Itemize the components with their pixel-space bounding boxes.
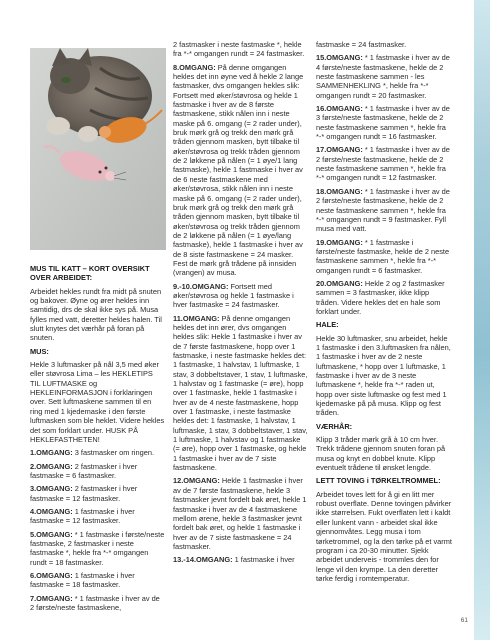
cat-with-knitted-mice-photo bbox=[30, 48, 166, 250]
round-label: 13.-14.OMGANG: bbox=[173, 555, 233, 565]
paragraph: Hekle 30 luftmasker, snu arbeidet, hekle 1 fastmaske i den 3.luftmasken fra nålen, 1 fastmaske i hver av de 2 neste luftmaskene, * hopp over 1 luftmaske, 1 fastmaske i hver av de 3 neste luftmaskene *, hekle fra *-* raden ut, hopp over siste luftmaske og fest med 1 kjedemaske på på musa. Klipp og fest tråden. bbox=[316, 333, 451, 418]
round-text: * 1 fastmaske i hver av de 2 første/neste fastmaskene, hekle de 2 neste fastmaskene sammen *, hekle fra *-* omgangen rundt = 12 fastmasker. bbox=[316, 145, 450, 183]
round-label: 3.OMGANG: bbox=[30, 484, 73, 494]
round-text: 2 fastmasker i hver fastmaske = 6 fastmasker. bbox=[30, 461, 138, 480]
round-text: * 1 fastmaske i hver av de 2 første/neste fastmaskene, bbox=[30, 593, 160, 612]
round-text: 2 fastmasker i hver fastmaske = 12 fastmasker. bbox=[30, 484, 138, 503]
round-text: * 1 fastmaske i første/neste fastmaske, 2 fastmasker i neste fastmaske *, hekle fra *-* omgangen rundt = 18 fastmasker. bbox=[30, 529, 165, 567]
round-label: 19.OMGANG: bbox=[316, 237, 363, 247]
section-heading: MUS TIL KATT – KORT OVERSIKT OVER ARBEIDET: bbox=[30, 264, 150, 283]
round-instruction bbox=[30, 448, 165, 457]
round-label: 17.OMGANG: bbox=[316, 145, 363, 155]
paragraph: 2 fastmasker i neste fastmaske *, hekle fra *-* omgangen rundt = 24 fastmasker. bbox=[173, 40, 305, 59]
round-instruction bbox=[173, 476, 308, 551]
round-text: * 1 fastmaske i første/neste fastmaske, hekle de 2 neste fastmaskene sammen *, hekle fra *-* omgangen rundt = 6 fastmasker. bbox=[316, 237, 450, 275]
round-text: 1 fastmaske i hver fastmaske = 18 fastmasker. bbox=[30, 570, 135, 590]
round-text: På denne omgangen hekles det inn øyne ved å hekle 2 lange fastmasker, dvs omgangen hekles slik: Fortsett med øker/støvrosa og hekle 1 fastmaske i hver av de 8 første fastmaskene, stikk nålen inn i neste maske på 6. omgang (= 2 rader under), bruk mørk grå og trekk den mørk grå tråden gjennom masken, bytt tilbake til øker/støvrosa og trekk tråden gjennom de 2 løkkene på nålen (= 1 øye/1 lang fastmaske), hekle 1 fastmaske i hver av de 6 neste fastmaskene med øker/støvrosa, stikk nålen inn i neste maske på 6. omgang (= 2 rader under), bruk mørk grå og trekk den mørk grå tråden gjennom masken, bytt tilbake til øker/støvrosa og trekk tråden gjennom de 2 løkkene på nålen (= 1 øye/lang fastmaske), hekle 1 fastmaske i hver av de 8 siste fastmaskene = 24 masker. Fest de mørk grå trådene på innsiden (vrangen) av musa. bbox=[173, 62, 304, 278]
round-instruction bbox=[316, 187, 453, 234]
paragraph: Hekle 3 luftmasker på nål 3,5 med øker eller støvrosa Lima – les HEKLETIPS TIL LUFTMASKE og HEKLEINFORMASJON i forklaringen over. Sett luftmaskene sammen til en ring med 1 kjedemaske i den første luftmasken som ble heklet. Videre hekles det som forklart under. HUSK PÅ HEKLEFASTHETEN! bbox=[30, 360, 165, 444]
round-label: 1.OMGANG: bbox=[30, 448, 73, 458]
round-instruction bbox=[316, 145, 453, 182]
round-instruction bbox=[30, 530, 165, 567]
round-instruction bbox=[316, 53, 453, 100]
round-text: * 1 fastmaske i hver av de 2 første/neste fastmaskene, hekle de 2 neste fastmaskene sammen *, hekle fra *-* omgangen rundt = 9 fastmasker. Fyll musa med vatt. bbox=[316, 186, 450, 234]
section-heading: MUS: bbox=[30, 346, 49, 356]
round-label: 15.OMGANG: bbox=[316, 53, 363, 63]
round-text: På denne omgangen hekles det inn ører, dvs omgangen hekles slik: Hekle 1 fastmaske i hver av de 7 første fastmaskene, hopp over 1 fastmaske, i neste fastmaske hekles det: 1 fastmaske, 1 halvstav, 1 luftmaske, 1 stav, 3 dobbeltstaver, 1 stav, 1 luftmaske, 1 halvstav og 1 fastmaske (= øre), hopp over 1 fastmaske, hekle 1 fastmaske i hver av de 4 neste fastmaskene, hopp over 1 fastmaske, i neste fastmaske hekles det: 1 fastmaske, 1 halvstav, 1 luftmaske, 1 stav, 3 dobbeltstaver, 1 stav, 1 luftmaske, 1 halvstav og 1 fastmaske (= øre), hopp over 1 fastmaske, og hekle 1 fastmaske i hver av de 7 siste fastmaskene. bbox=[173, 313, 308, 473]
round-label: 18.OMGANG: bbox=[316, 186, 363, 196]
round-label: 16.OMGANG: bbox=[316, 104, 363, 114]
round-text: Hekle 2 og 2 fastmasker sammen = 3 fastmasker, ikke klipp tråden. Videre hekles det en hale som forklart under. bbox=[316, 278, 445, 316]
column-3 bbox=[316, 40, 453, 587]
round-instruction bbox=[30, 462, 165, 481]
column-1 bbox=[30, 264, 165, 616]
round-instruction bbox=[30, 484, 165, 503]
round-label: 11.OMGANG: bbox=[173, 313, 220, 323]
round-label: 12.OMGANG: bbox=[173, 476, 220, 486]
paragraph: Arbeidet toves lett for å gi en litt mer robust overflate. Denne tovingen påvirker ikke størrelsen. Fukt overflaten lett i kaldt eller lunkent vann - arbeidet skal ikke gjennomvåtes. Legg musa i tom tørketrommel, og la den tørke på et varmt program i ca 20-30 minutter. Sjekk arbeidet underveis - trommles den for lenge vil den krympe. La den deretter tørke ferdig i romtemperatur. bbox=[316, 489, 452, 583]
round-instruction bbox=[173, 555, 308, 564]
column-2 bbox=[173, 40, 308, 569]
round-instruction bbox=[173, 63, 308, 278]
round-text: 1 fastmaske i hver bbox=[232, 555, 295, 565]
round-text: Fortsett med øker/støvrosa og hekle 1 fastmaske i hver fastmaske = 24 fastmasker. bbox=[173, 281, 294, 310]
round-label: 5.OMGANG: bbox=[30, 529, 73, 539]
decorative-edge-stripe bbox=[474, 0, 490, 640]
round-instruction bbox=[30, 507, 165, 526]
round-instruction bbox=[316, 279, 453, 316]
round-label: 7.OMGANG: bbox=[30, 593, 73, 603]
round-instruction bbox=[316, 238, 453, 275]
round-text: 1 fastmaske i hver fastmaske = 12 fastmasker. bbox=[30, 506, 135, 526]
round-instruction bbox=[316, 104, 453, 141]
round-label: 6.OMGANG: bbox=[30, 570, 73, 580]
round-text: Hekle 1 fastmaske i hver av de 7 første fastmaskene, hekle 3 fastmasker jevnt fordelt bak øret, hekle 1 fastmaske i hver av de 4 fastmaskene mellom ørene, hekle 3 fastmasker jevnt fordelt bak øret, og hekle 1 fastmaske i hver av de 7 siste fastmaskene = 24 fastmasker. bbox=[173, 476, 307, 551]
round-label: 20.OMGANG: bbox=[316, 278, 363, 288]
section-heading: VÆRHÅR: bbox=[316, 421, 353, 431]
round-text: 3 fastmasker om ringen. bbox=[72, 448, 155, 458]
section-heading: HALE: bbox=[316, 320, 339, 330]
round-instruction bbox=[173, 314, 308, 473]
paragraph: fastmaske = 24 fastmasker. bbox=[316, 40, 407, 49]
section-heading: LETT TOVING i TØRKELTROMMEL: bbox=[316, 476, 441, 486]
page-number: 61 bbox=[460, 617, 468, 624]
paragraph: Klipp 3 tråder mørk grå à 10 cm hver. Trekk trådene gjennom snuten foran på musa og knyt en dobbel knute. Klipp eventuelt trådene til ønsket lengde. bbox=[316, 435, 446, 473]
paragraph: Arbeidet hekles rundt fra midt på snuten og bakover. Øyne og ører hekles inn samtidig, drs de skal ikke sys på. Musa fylles med vatt, deretter hekles halen. Til slutt knytes det værhår på foran på snuten. bbox=[30, 286, 162, 343]
round-label: 9.-10.OMGANG: bbox=[173, 281, 229, 291]
round-text: * 1 fastmaske i hver av de 4 første/neste fastmaskene, hekle de 2 neste fastmaskene sammen - les SAMMENHEKLING *, hekle fra *-* omgangen rundt = 20 fastmasker. bbox=[316, 53, 450, 100]
round-label: 8.OMGANG: bbox=[173, 62, 216, 72]
round-instruction bbox=[30, 594, 165, 613]
round-label: 4.OMGANG: bbox=[30, 506, 73, 516]
round-label: 2.OMGANG: bbox=[30, 461, 73, 471]
round-text: * 1 fastmaske i hver av de 3 første/neste fastmaskene, hekle de 2 neste fastmaskene sammen *, hekle fra *-* omgangen rundt = 16 fastmasker. bbox=[316, 104, 450, 142]
round-instruction bbox=[30, 571, 165, 590]
round-instruction bbox=[173, 282, 308, 310]
